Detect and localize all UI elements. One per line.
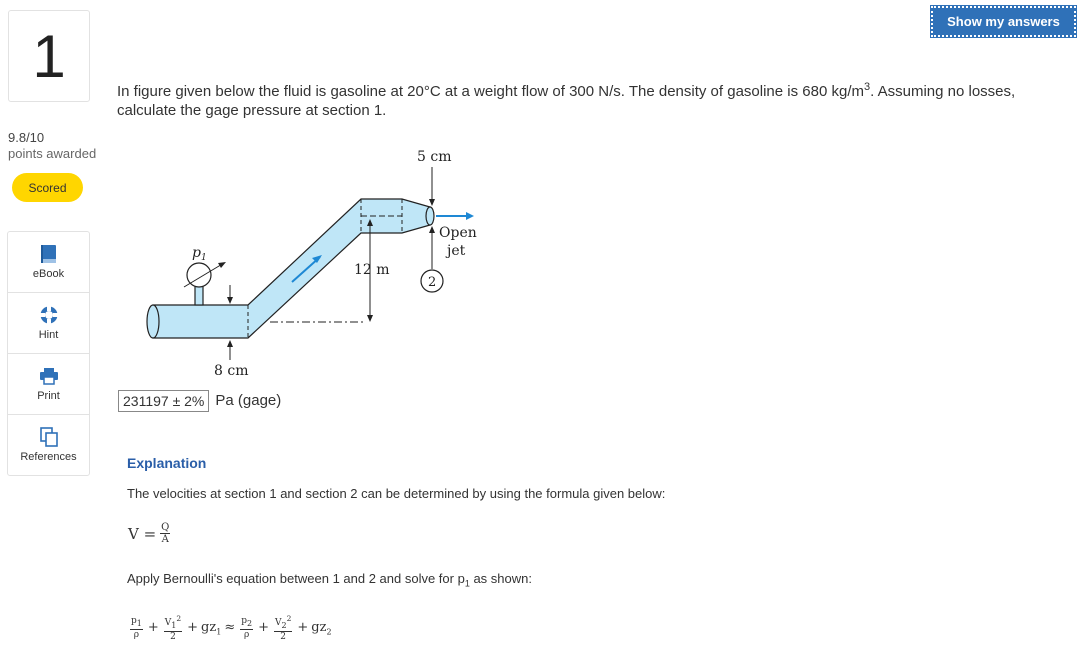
tools-panel xyxy=(7,231,90,476)
term-p2-rho: $\frac{p_2}{\rho}$ xyxy=(241,616,253,640)
formula1-lhs: V = xyxy=(128,524,157,543)
tool-label: eBook xyxy=(32,268,65,280)
label-open: Open xyxy=(439,225,477,241)
velocity-formula xyxy=(128,522,170,545)
question-text-sup: 3 xyxy=(863,81,871,93)
dim-arrowhead-bottom xyxy=(227,340,233,347)
label-section-2: 2 xyxy=(428,275,437,290)
nozzle-end xyxy=(426,207,434,225)
explanation-line-2 xyxy=(127,571,532,589)
answer-value: 231197 ± 2% xyxy=(118,390,209,412)
label-jet: jet xyxy=(447,243,466,259)
answer-row xyxy=(118,389,281,412)
tool-print[interactable] xyxy=(8,354,89,415)
pipe-inlet-end xyxy=(147,305,159,338)
tool-label: Print xyxy=(37,390,60,402)
show-answers-button[interactable]: Show my answers xyxy=(931,6,1076,37)
label-12m: 12 m xyxy=(354,262,390,278)
dim-arrowhead-top xyxy=(227,297,233,304)
label-p1: $p_1$ xyxy=(192,245,207,263)
jet-arrowhead xyxy=(466,212,474,220)
explanation-line-1: The velocities at section 1 and section 2 can be determined by using the formula given below: xyxy=(127,486,666,501)
formula1-denominator: A xyxy=(161,534,169,545)
explanation-title: Explanation xyxy=(127,455,207,471)
points-label: points awarded xyxy=(8,146,97,161)
points-awarded xyxy=(8,130,96,162)
label-8cm: 8 cm xyxy=(214,363,249,379)
tool-ebook[interactable] xyxy=(8,232,89,293)
formula1-numerator: Q xyxy=(161,522,170,533)
question-text xyxy=(117,78,1047,120)
term-v1-2: $\frac{V_1^2}{2}$ xyxy=(164,614,182,642)
gauge-needle-head xyxy=(218,262,226,268)
status-badge: Scored xyxy=(12,173,83,202)
copy-icon xyxy=(39,427,59,447)
book-icon xyxy=(39,244,59,264)
dim-5cm-arrowhead-bottom xyxy=(429,226,435,233)
tool-label: Hint xyxy=(38,329,59,341)
answer-unit: Pa (gage) xyxy=(215,392,282,409)
question-number-box xyxy=(8,10,90,102)
tool-hint[interactable] xyxy=(8,293,89,354)
question-text-part1: In figure given below the fluid is gasoline at 20°C at a weight flow of 300 N/s. The density of gasoline is 680 kg/m xyxy=(117,83,864,100)
term-v2-2: $\frac{V_2^2}{2}$ xyxy=(274,614,292,642)
dim-5cm-arrowhead-top xyxy=(429,199,435,206)
lifebuoy-icon xyxy=(39,305,59,325)
points-value: 9.8/10 xyxy=(8,130,45,145)
bernoulli-formula: $\frac{p_1}{\rho}$ + $\frac{V_1^2}{2}$ + $gz_1$ ≈ $\frac{p_2}{\rho}$ + $\frac{V_2^2}{2}$ + $gz_2$ xyxy=(131,614,332,642)
expl2-part2: as shown: xyxy=(469,571,532,586)
expl2-sub: 1 xyxy=(464,578,470,589)
tool-references[interactable] xyxy=(8,415,89,475)
expl2-part1: Apply Bernoulli's equation between 1 and 2 and solve for p xyxy=(127,571,465,586)
tool-label: References xyxy=(20,451,77,463)
pipe-diagram xyxy=(140,145,490,390)
dim-12m-arrow-down xyxy=(367,315,373,322)
printer-icon xyxy=(39,366,59,386)
formula1-fraction xyxy=(160,522,170,545)
question-number: 1 xyxy=(32,22,66,90)
term-p1-rho: $\frac{p_1}{\rho}$ xyxy=(131,616,142,640)
gauge-stem xyxy=(195,285,203,305)
label-5cm: 5 cm xyxy=(417,149,452,165)
question-text-part2: . Assuming no losses, calculate the gage pressure at section 1. xyxy=(117,83,1016,119)
